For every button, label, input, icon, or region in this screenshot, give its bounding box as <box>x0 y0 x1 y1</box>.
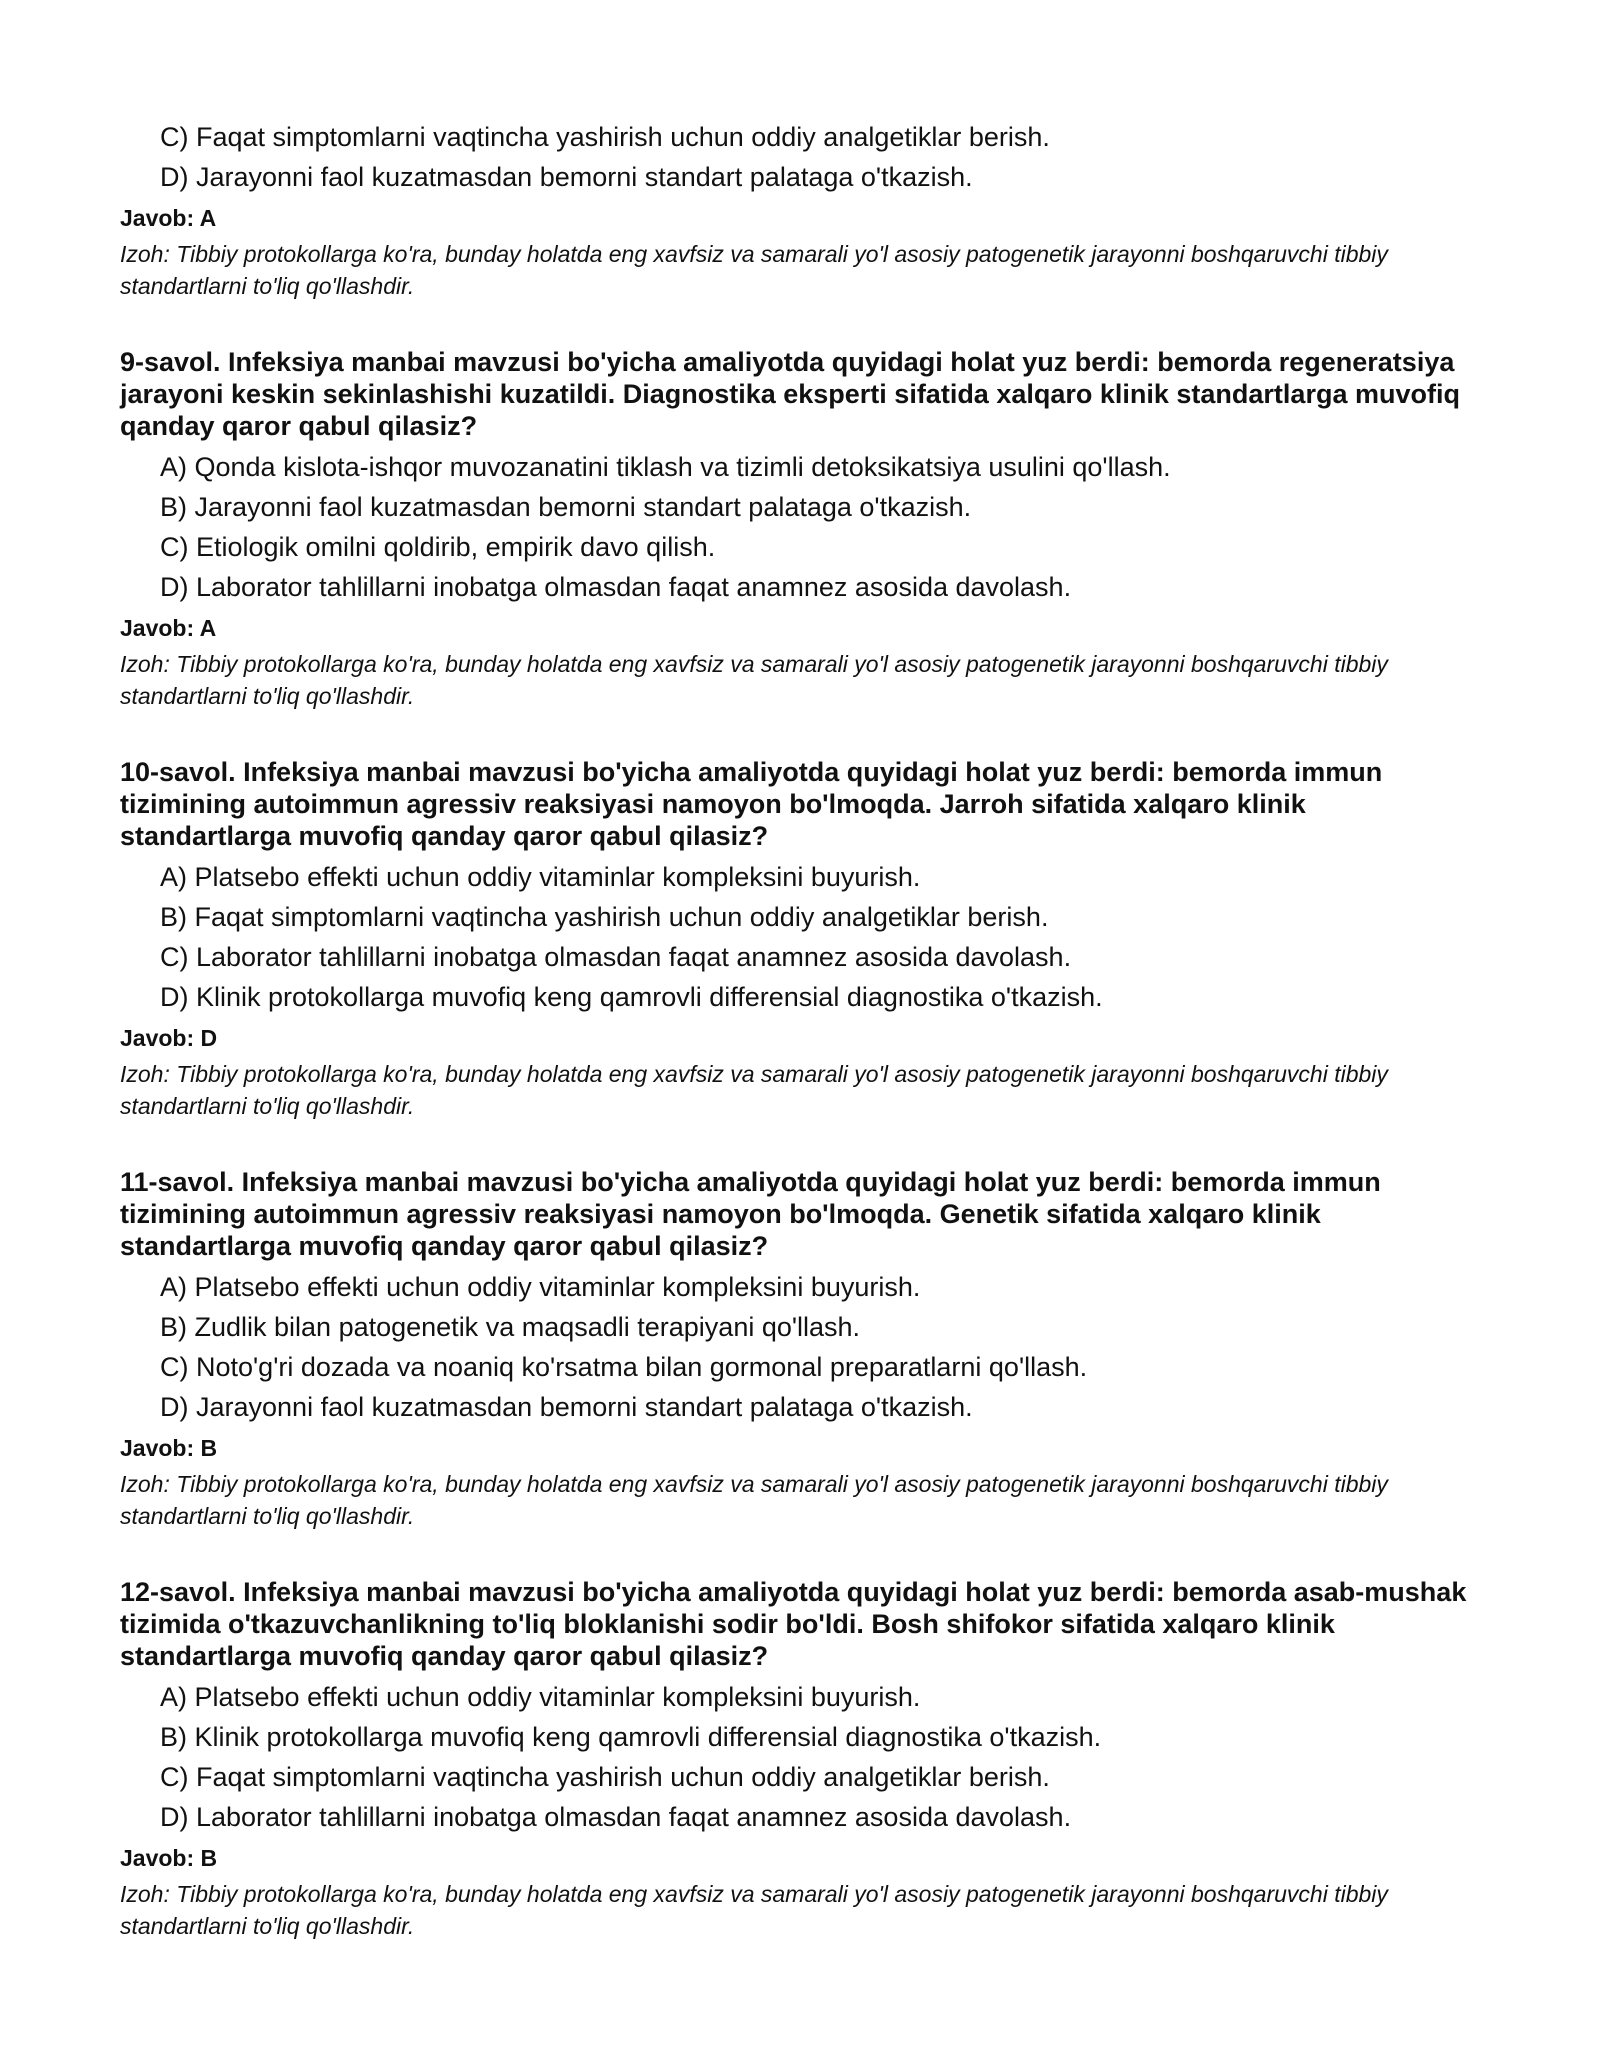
option-d: D) Laborator tahlillarni inobatga olmasdan faqat anamnez asosida davolash. <box>160 1802 1072 1832</box>
option-b: B) Jarayonni faol kuzatmasdan bemorni standart palataga o'tkazish. <box>160 492 972 522</box>
answer-label: Javob: D <box>120 1025 218 1051</box>
option-d: D) Klinik protokollarga muvofiq keng qamrovli differensial diagnostika o'tkazish. <box>160 982 1103 1012</box>
question-8-continuation <box>120 122 1480 302</box>
option-c: C) Noto'g'ri dozada va noaniq ko'rsatma bilan gormonal preparatlarni qo'llash. <box>160 1352 1088 1382</box>
question-10 <box>120 756 1480 1122</box>
question-title: 10-savol. Infeksiya manbai mavzusi bo'yicha amaliyotda quyidagi holat yuz berdi: bemorda immun tizimining autoimmun agressiv reaksiyasi namoyon bo'lmoqda. Jarroh sifatida xalqaro klinik standartlarga muvofiq qanday qaror qabul qilasiz? <box>120 757 1383 851</box>
option-c: C) Laborator tahlillarni inobatga olmasdan faqat anamnez asosida davolash. <box>160 942 1072 972</box>
question-title: 11-savol. Infeksiya manbai mavzusi bo'yicha amaliyotda quyidagi holat yuz berdi: bemorda immun tizimining autoimmun agressiv reaksiyasi namoyon bo'lmoqda. Genetik sifatida xalqaro klinik standartlarga muvofiq qanday qaror qabul qilasiz? <box>120 1167 1381 1261</box>
explanation-text: Izoh: Tibbiy protokollarga ko'ra, bunday holatda eng xavfsiz va samarali yo'l asosiy patogenetik jarayonni boshqaruvchi tibbiy standartlarni to'liq qo'llashdir. <box>120 1881 1388 1939</box>
question-title: 12-savol. Infeksiya manbai mavzusi bo'yicha amaliyotda quyidagi holat yuz berdi: bemorda asab-mushak tizimida o'tkazuvchanlikning to'liq bloklanishi sodir bo'ldi. Bosh shifokor sifatida xalqaro klinik standartlarga muvofiq qanday qaror qabul qilasiz? <box>120 1577 1467 1671</box>
option-a: A) Platsebo effekti uchun oddiy vitaminlar kompleksini buyurish. <box>160 862 921 892</box>
option-d: D) Jarayonni faol kuzatmasdan bemorni standart palataga o'tkazish. <box>160 1392 973 1422</box>
option-c: C) Etiologik omilni qoldirib, empirik davo qilish. <box>160 532 716 562</box>
question-9 <box>120 346 1480 712</box>
question-title: 9-savol. Infeksiya manbai mavzusi bo'yicha amaliyotda quyidagi holat yuz berdi: bemorda regeneratsiya jarayoni keskin sekinlashishi kuzatildi. Diagnostika eksperti sifatida xalqaro klinik standartlarga muvofiq qanday qaror qabul qilasiz? <box>120 347 1460 441</box>
option-b: B) Zudlik bilan patogenetik va maqsadli terapiyani qo'llash. <box>160 1312 861 1342</box>
answer-label: Javob: B <box>120 1435 218 1461</box>
option-b: B) Klinik protokollarga muvofiq keng qamrovli differensial diagnostika o'tkazish. <box>160 1722 1102 1752</box>
option-a: A) Qonda kislota-ishqor muvozanatini tiklash va tizimli detoksikatsiya usulini qo'llash. <box>160 452 1171 482</box>
option-b: B) Faqat simptomlarni vaqtincha yashirish uchun oddiy analgetiklar berish. <box>160 902 1049 932</box>
option-a: A) Platsebo effekti uchun oddiy vitaminlar kompleksini buyurish. <box>160 1272 921 1302</box>
answer-label: Javob: A <box>120 615 217 641</box>
question-11 <box>120 1166 1480 1532</box>
explanation-text: Izoh: Tibbiy protokollarga ko'ra, bunday holatda eng xavfsiz va samarali yo'l asosiy patogenetik jarayonni boshqaruvchi tibbiy standartlarni to'liq qo'llashdir. <box>120 241 1388 299</box>
answer-label: Javob: B <box>120 1845 218 1871</box>
option-c: C) Faqat simptomlarni vaqtincha yashirish uchun oddiy analgetiklar berish. <box>160 1762 1050 1792</box>
option-d: D) Jarayonni faol kuzatmasdan bemorni standart palataga o'tkazish. <box>160 162 973 192</box>
option-c: C) Faqat simptomlarni vaqtincha yashirish uchun oddiy analgetiklar berish. <box>160 122 1050 152</box>
question-12 <box>120 1576 1480 1942</box>
option-a: A) Platsebo effekti uchun oddiy vitaminlar kompleksini buyurish. <box>160 1682 921 1712</box>
explanation-text: Izoh: Tibbiy protokollarga ko'ra, bunday holatda eng xavfsiz va samarali yo'l asosiy patogenetik jarayonni boshqaruvchi tibbiy standartlarni to'liq qo'llashdir. <box>120 1471 1388 1529</box>
answer-label: Javob: A <box>120 205 217 231</box>
explanation-text: Izoh: Tibbiy protokollarga ko'ra, bunday holatda eng xavfsiz va samarali yo'l asosiy patogenetik jarayonni boshqaruvchi tibbiy standartlarni to'liq qo'llashdir. <box>120 1061 1388 1119</box>
explanation-text: Izoh: Tibbiy protokollarga ko'ra, bunday holatda eng xavfsiz va samarali yo'l asosiy patogenetik jarayonni boshqaruvchi tibbiy standartlarni to'liq qo'llashdir. <box>120 651 1388 709</box>
option-d: D) Laborator tahlillarni inobatga olmasdan faqat anamnez asosida davolash. <box>160 572 1072 602</box>
